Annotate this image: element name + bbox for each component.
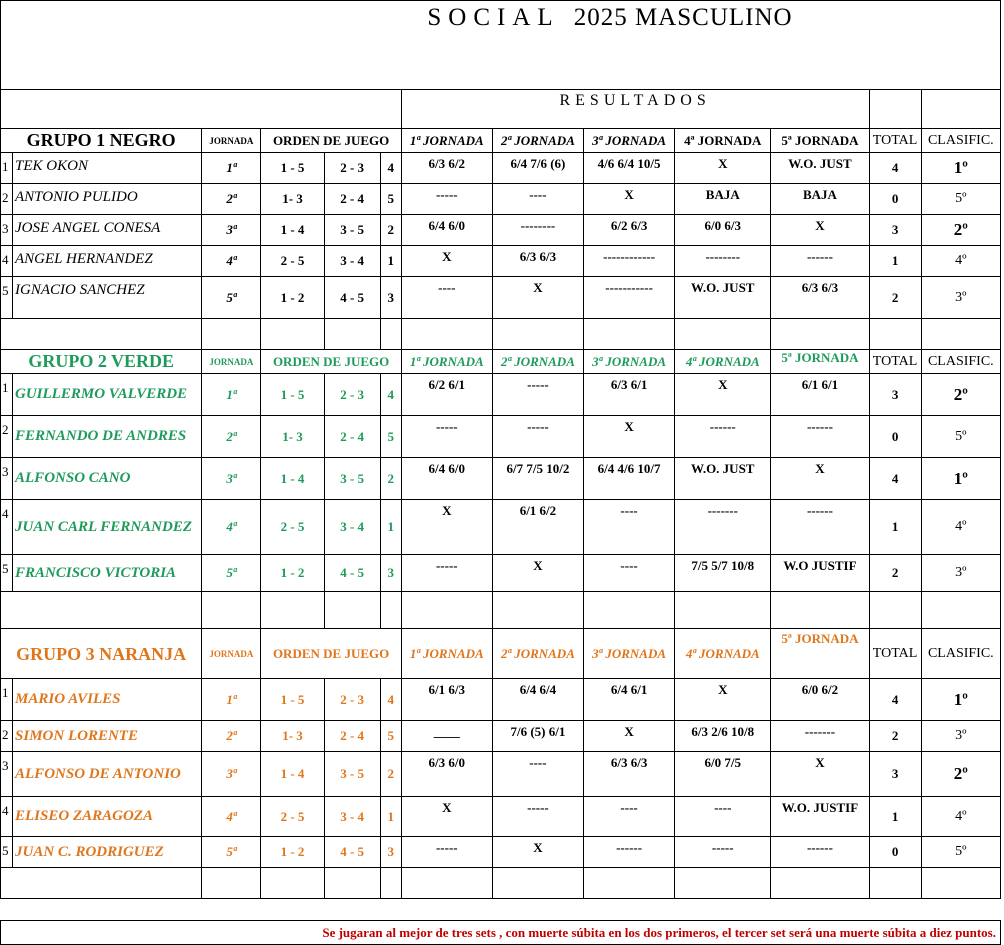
result-jornada-3: 6/4 6/1 [584,679,675,721]
header-jornada-3: 3ª JORNADA [584,629,675,679]
header-jornada-1: 1ª JORNADA [401,629,492,679]
order-rest: 4 [380,679,401,721]
player-name: SIMON LORENTE [13,721,202,752]
order-match-2: 3 - 5 [324,215,380,246]
result-jornada-3: ---- [584,797,675,837]
header-jornada-2: 2ª JORNADA [492,129,583,153]
header-jornada-4: 4ª JORNADA [675,629,771,679]
order-match-1: 1 - 4 [261,215,324,246]
row-number: 4 [1,246,13,277]
result-jornada-1: X [401,500,492,555]
header-total: TOTAL [869,350,921,374]
result-jornada-5: ------- [771,721,869,752]
result-jornada-3: ---- [584,555,675,592]
jornada-number: 5ª [202,277,261,319]
header-clasific: CLASIFIC. [921,129,1000,153]
order-match-1: 1- 3 [261,416,324,458]
jornada-number: 1ª [202,679,261,721]
result-jornada-4: -------- [675,246,771,277]
jornada-number: 1ª [202,153,261,184]
row-number: 2 [1,184,13,215]
result-jornada-2: 7/6 (5) 6/1 [492,721,583,752]
total-points: 0 [869,837,921,868]
result-jornada-2: ---- [492,752,583,797]
total-points: 3 [869,752,921,797]
classification: 1º [921,153,1000,184]
result-jornada-5: ------ [771,837,869,868]
group-title: GRUPO 2 VERDE [1,350,202,374]
order-rest: 3 [380,277,401,319]
header-jornada-3: 3ª JORNADA [584,350,675,374]
header-jornada-5: 5ª JORNADA [771,350,869,374]
result-jornada-4: 6/0 7/5 [675,752,771,797]
header-jornada-2: 2ª JORNADA [492,629,583,679]
total-points: 2 [869,277,921,319]
group-title: GRUPO 3 NARANJA [1,629,202,679]
result-jornada-2: -------- [492,215,583,246]
header-jornada-5: 5ª JORNADA [771,129,869,153]
player-row [1,555,1001,592]
order-match-1: 1- 3 [261,184,324,215]
jornada-number: 4ª [202,500,261,555]
player-row [1,374,1001,416]
order-match-2: 3 - 4 [324,797,380,837]
order-match-1: 1- 3 [261,721,324,752]
order-rest: 1 [380,797,401,837]
header-orden: ORDEN DE JUEGO [261,350,401,374]
result-jornada-1: 6/2 6/1 [401,374,492,416]
jornada-number: 5ª [202,837,261,868]
result-jornada-4: X [675,374,771,416]
result-jornada-3: 6/3 6/1 [584,374,675,416]
result-jornada-1: 6/3 6/0 [401,752,492,797]
classification: 2º [921,752,1000,797]
order-rest: 2 [380,215,401,246]
total-points: 0 [869,184,921,215]
player-row [1,184,1001,215]
footer-row [1,921,1001,945]
header-jornada-3: 3ª JORNADA [584,129,675,153]
result-jornada-3: 6/4 4/6 10/7 [584,458,675,500]
result-jornada-1: ____ [401,721,492,752]
player-name: ELISEO ZARAGOZA [13,797,202,837]
player-name: MARIO AVILES [13,679,202,721]
result-jornada-5: W.O JUSTIF [771,555,869,592]
result-jornada-1: X [401,246,492,277]
player-row [1,458,1001,500]
header-jornada-4: 4ª JORNADA [675,350,771,374]
jornada-number: 3ª [202,215,261,246]
classification: 2º [921,374,1000,416]
player-name: JOSE ANGEL CONESA [13,215,202,246]
player-row [1,679,1001,721]
classification: 3º [921,721,1000,752]
jornada-number: 2ª [202,721,261,752]
group-header-row [1,629,1001,679]
order-rest: 3 [380,837,401,868]
header-clasific: CLASIFIC. [921,350,1000,374]
result-jornada-3: ---- [584,500,675,555]
result-jornada-1: X [401,797,492,837]
group-header-row [1,129,1001,153]
group-title: GRUPO 1 NEGRO [1,129,202,153]
result-jornada-1: ----- [401,416,492,458]
player-row [1,277,1001,319]
order-rest: 5 [380,721,401,752]
row-number: 3 [1,215,13,246]
total-points: 4 [869,458,921,500]
player-row [1,797,1001,837]
jornada-number: 1ª [202,374,261,416]
classification: 5º [921,837,1000,868]
order-match-1: 2 - 5 [261,500,324,555]
order-match-1: 1 - 5 [261,679,324,721]
total-points: 3 [869,374,921,416]
result-jornada-2: 6/7 7/5 10/2 [492,458,583,500]
result-jornada-1: ----- [401,184,492,215]
resultados-row [1,90,1001,129]
player-name: GUILLERMO VALVERDE [13,374,202,416]
row-number: 2 [1,721,13,752]
row-number: 4 [1,500,13,555]
result-jornada-4: W.O. JUST [675,458,771,500]
player-row [1,721,1001,752]
player-name: TEK OKON [13,153,202,184]
result-jornada-1: ----- [401,837,492,868]
classification: 3º [921,277,1000,319]
jornada-number: 2ª [202,416,261,458]
header-jornada: JORNADA [202,629,261,679]
player-row [1,752,1001,797]
result-jornada-3: ------ [584,837,675,868]
header-jornada-4: 4ª JORNADA [675,129,771,153]
order-match-2: 4 - 5 [324,555,380,592]
result-jornada-1: 6/3 6/2 [401,153,492,184]
player-name: ANTONIO PULIDO [13,184,202,215]
classification: 1º [921,679,1000,721]
result-jornada-5: X [771,215,869,246]
result-jornada-5: ------ [771,500,869,555]
header-jornada: JORNADA [202,350,261,374]
order-match-2: 2 - 3 [324,374,380,416]
order-match-1: 1 - 2 [261,837,324,868]
order-rest: 4 [380,153,401,184]
result-jornada-5: W.O. JUST [771,153,869,184]
spacer-row [1,319,1001,350]
result-jornada-3: X [584,416,675,458]
order-match-2: 3 - 5 [324,458,380,500]
result-jornada-2: 6/4 6/4 [492,679,583,721]
result-jornada-4: X [675,679,771,721]
order-match-2: 3 - 5 [324,752,380,797]
result-jornada-2: ----- [492,374,583,416]
player-row [1,416,1001,458]
row-number: 3 [1,458,13,500]
row-number: 5 [1,555,13,592]
result-jornada-3: X [584,721,675,752]
result-jornada-2: ----- [492,416,583,458]
title-part-1: SOCIAL [427,4,560,31]
player-name: ANGEL HERNANDEZ [13,246,202,277]
order-rest: 5 [380,416,401,458]
result-jornada-4: ------ [675,416,771,458]
order-match-1: 1 - 2 [261,555,324,592]
classification: 5º [921,184,1000,215]
row-number: 1 [1,374,13,416]
jornada-number: 5ª [202,555,261,592]
order-match-2: 3 - 4 [324,500,380,555]
classification: 1º [921,458,1000,500]
total-points: 3 [869,215,921,246]
header-total: TOTAL [869,629,921,679]
result-jornada-2: 6/3 6/3 [492,246,583,277]
order-rest: 4 [380,374,401,416]
classification: 5º [921,416,1000,458]
order-match-1: 2 - 5 [261,246,324,277]
order-rest: 3 [380,555,401,592]
result-jornada-5: W.O. JUSTIF [771,797,869,837]
title-part-2: 2025 MASCULINO [573,4,793,31]
player-name: FRANCISCO VICTORIA [13,555,202,592]
player-name: IGNACIO SANCHEZ [13,277,202,319]
spacer-row [1,868,1001,899]
result-jornada-3: X [584,184,675,215]
result-jornada-3: 4/6 6/4 10/5 [584,153,675,184]
blank-row [1,899,1001,921]
row-number: 5 [1,277,13,319]
classification: 4º [921,797,1000,837]
player-name: JUAN CARL FERNANDEZ [13,500,202,555]
header-jornada-1: 1ª JORNADA [401,129,492,153]
order-rest: 1 [380,500,401,555]
result-jornada-2: ---- [492,184,583,215]
order-rest: 1 [380,246,401,277]
result-jornada-5: BAJA [771,184,869,215]
result-jornada-4: ----- [675,837,771,868]
order-match-1: 1 - 4 [261,458,324,500]
result-jornada-3: ------------ [584,246,675,277]
result-jornada-5: X [771,458,869,500]
result-jornada-1: ----- [401,555,492,592]
classification: 4º [921,500,1000,555]
result-jornada-1: 6/4 6/0 [401,458,492,500]
result-jornada-4: 6/3 2/6 10/8 [675,721,771,752]
header-total: TOTAL [869,129,921,153]
result-jornada-4: X [675,153,771,184]
result-jornada-5: X [771,752,869,797]
order-match-2: 4 - 5 [324,837,380,868]
total-points: 1 [869,500,921,555]
order-match-1: 2 - 5 [261,797,324,837]
jornada-number: 3ª [202,458,261,500]
jornada-number: 4ª [202,797,261,837]
header-jornada-2: 2ª JORNADA [492,350,583,374]
order-match-2: 2 - 4 [324,721,380,752]
player-row [1,215,1001,246]
total-points: 4 [869,153,921,184]
total-points: 2 [869,721,921,752]
classification: 3º [921,555,1000,592]
result-jornada-3: ----------- [584,277,675,319]
result-jornada-5: 6/0 6/2 [771,679,869,721]
player-row [1,246,1001,277]
order-match-1: 1 - 4 [261,752,324,797]
header-orden: ORDEN DE JUEGO [261,129,401,153]
order-match-1: 1 - 2 [261,277,324,319]
row-number: 1 [1,153,13,184]
result-jornada-1: 6/4 6/0 [401,215,492,246]
result-jornada-3: 6/3 6/3 [584,752,675,797]
title-row [1,1,1001,90]
jornada-number: 2ª [202,184,261,215]
footer-note: Se jugaran al mejor de tres sets , con muerte súbita en los dos primeros, el tercer set será una muerte súbita a diez puntos. [1,921,1001,945]
total-points: 2 [869,555,921,592]
result-jornada-5: 6/3 6/3 [771,277,869,319]
order-match-2: 2 - 3 [324,679,380,721]
row-number: 1 [1,679,13,721]
result-jornada-4: 7/5 5/7 10/8 [675,555,771,592]
order-rest: 5 [380,184,401,215]
player-name: FERNANDO DE ANDRES [13,416,202,458]
result-jornada-2: 6/4 7/6 (6) [492,153,583,184]
result-jornada-5: ------ [771,246,869,277]
total-points: 1 [869,246,921,277]
order-rest: 2 [380,458,401,500]
header-clasific: CLASIFIC. [921,629,1000,679]
result-jornada-3: 6/2 6/3 [584,215,675,246]
result-jornada-1: ---- [401,277,492,319]
result-jornada-2: ----- [492,797,583,837]
player-name: ALFONSO CANO [13,458,202,500]
jornada-number: 3ª [202,752,261,797]
classification: 2º [921,215,1000,246]
result-jornada-4: ------- [675,500,771,555]
order-match-2: 4 - 5 [324,277,380,319]
spacer-row [1,592,1001,629]
result-jornada-4: 6/0 6/3 [675,215,771,246]
player-name: ALFONSO DE ANTONIO [13,752,202,797]
result-jornada-5: ------ [771,416,869,458]
header-jornada-1: 1ª JORNADA [401,350,492,374]
result-jornada-2: X [492,555,583,592]
jornada-number: 4ª [202,246,261,277]
order-match-1: 1 - 5 [261,153,324,184]
player-name: JUAN C. RODRIGUEZ [13,837,202,868]
classification: 4º [921,246,1000,277]
group-header-row [1,350,1001,374]
row-number: 4 [1,797,13,837]
order-match-1: 1 - 5 [261,374,324,416]
result-jornada-4: ---- [675,797,771,837]
resultados-label: RESULTADOS [401,90,869,129]
total-points: 1 [869,797,921,837]
player-row [1,153,1001,184]
result-jornada-1: 6/1 6/3 [401,679,492,721]
result-jornada-4: W.O. JUST [675,277,771,319]
order-match-2: 3 - 4 [324,246,380,277]
total-points: 0 [869,416,921,458]
player-row [1,837,1001,868]
header-jornada-5: 5ª JORNADA [771,629,869,679]
result-jornada-2: 6/1 6/2 [492,500,583,555]
header-jornada: JORNADA [202,129,261,153]
order-match-2: 2 - 3 [324,153,380,184]
result-jornada-2: X [492,837,583,868]
result-jornada-4: BAJA [675,184,771,215]
row-number: 2 [1,416,13,458]
row-number: 5 [1,837,13,868]
order-match-2: 2 - 4 [324,416,380,458]
order-rest: 2 [380,752,401,797]
header-orden: ORDEN DE JUEGO [261,629,401,679]
result-jornada-5: 6/1 6/1 [771,374,869,416]
order-match-2: 2 - 4 [324,184,380,215]
total-points: 4 [869,679,921,721]
player-row [1,500,1001,555]
row-number: 3 [1,752,13,797]
result-jornada-2: X [492,277,583,319]
